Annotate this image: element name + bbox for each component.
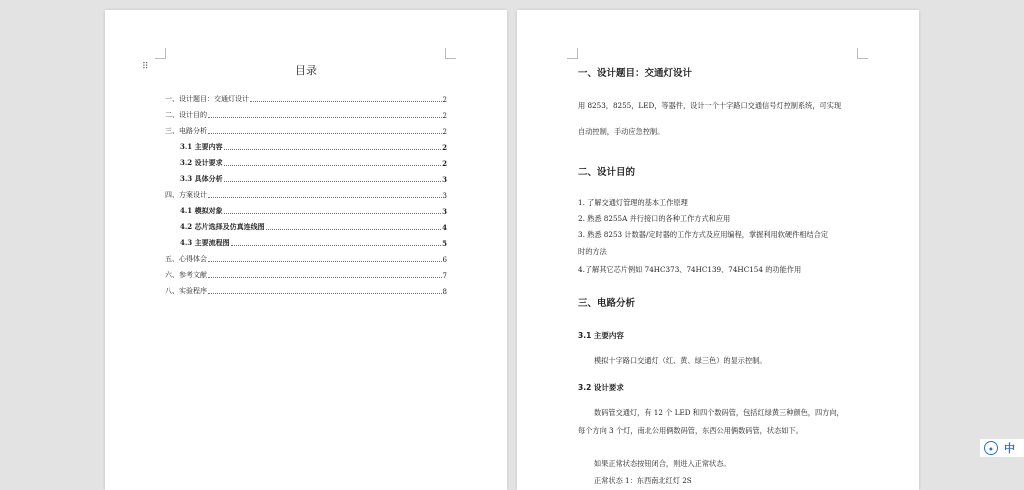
paragraph: 每个方向 3 个灯，南北公用俩数码管，东西公用俩数码管，状态如下。 [578,426,803,435]
toc-entry-label: 一、设计题目：交通灯设计 [165,95,249,103]
toc-leader [208,277,442,278]
paragraph: 数码管交通灯，有 12 个 LED 和四个数码管，包括红绿黄三种颜色，四方向， [594,408,844,417]
toc-entry-page: 2 [442,143,447,152]
toc-entry-label: 4.3 主要流程图 [180,238,230,247]
toc-entry[interactable] [165,268,447,280]
toc-leader [224,181,442,182]
toc-entry-label: 3.3 具体分析 [180,174,223,183]
list-item: 1. 了解交通灯管理的基本工作原理 [578,198,688,207]
drag-handle-icon[interactable]: ⠿ [142,62,149,72]
subheading-3-1: 3.1 主要内容 [578,331,624,340]
toc-entry-label: 三、电路分析 [165,127,207,135]
toc-leader [231,245,442,246]
list-item: 4.了解其它芯片例如 74HC373、74HC139、74HC154 的功能作用 [578,265,802,274]
ime-toolbar[interactable] [980,439,1024,457]
toc-entry-label: 4.2 芯片选择及仿真连线图 [180,222,265,231]
paragraph: 模拟十字路口交通灯（红、黄、绿三色）的显示控制。 [594,356,767,365]
toc-entry[interactable] [180,204,447,216]
toc-entry-page: 4 [442,223,447,232]
toc-entry[interactable] [165,284,447,296]
list-item: 3. 熟悉 8253 计数器/定时器的工作方式及应用编程，掌握利用软硬件相结合定 [578,230,829,239]
toc-entry-page: 5 [442,239,447,248]
toc-title: 目录 [295,64,317,77]
toc-entry-label: 四、方案设计 [165,191,207,199]
toc-entry-page: 6 [442,256,447,264]
toc-entry-page: 7 [442,272,447,280]
paragraph: 正常状态 1：东西南北红灯 2S [594,476,692,485]
list-item: 2. 熟悉 8255A 并行接口的各种工作方式和应用 [578,214,731,223]
toc-entry-page: 2 [442,96,447,104]
toc-entry-label: 六、参考文献 [165,271,207,279]
page-content [517,10,919,490]
toc-leader [250,101,442,102]
paragraph: 自动控制，手动应急控制。 [578,127,665,136]
margin-mark [857,48,868,59]
ime-logo-icon: ● [984,441,998,455]
toc-entry-page: 3 [442,192,447,200]
toc-leader [208,197,442,198]
toc-entry[interactable] [165,252,447,264]
toc-leader [208,261,442,262]
toc-entry[interactable] [180,236,447,248]
toc-leader [208,117,442,118]
toc-entry-label: 3.2 设计要求 [180,158,223,167]
heading-3: 三、电路分析 [578,298,636,309]
toc-leader [208,133,442,134]
toc-entry-page: 2 [442,128,447,136]
toc-entry-label: 二、设计目的 [165,111,207,119]
toc-entry[interactable] [165,188,447,200]
toc-entry[interactable] [165,124,447,136]
paragraph: 用 8253，8255，LED，等器件，设计一个十字路口交通信号灯控制系统，可实现 [578,101,842,110]
toc-leader [224,165,442,166]
toc-leader [224,149,442,150]
toc-leader [208,293,442,294]
subheading-3-2: 3.2 设计要求 [578,383,624,392]
toc-entry-page: 2 [442,159,447,168]
toc-entry-label: 3.1 主要内容 [180,142,223,151]
page-toc [105,10,507,490]
toc-entry[interactable] [180,172,447,184]
list-item: 时的方法 [578,247,607,256]
toc-entry-page: 2 [442,112,447,120]
toc-entry-label: 八、实验程序 [165,287,207,295]
toc-entry[interactable] [165,108,447,120]
margin-mark [567,48,578,59]
ime-language[interactable]: 中 [1004,442,1015,455]
toc-entry-label: 五、心得体会 [165,255,207,263]
margin-mark [445,48,456,59]
toc-entry[interactable] [180,156,447,168]
toc-entry-page: 3 [442,175,447,184]
toc-entry[interactable] [165,92,447,104]
toc-entry-page: 8 [442,288,447,296]
paragraph: 如果正常状态按钮闭合，则进入正常状态。 [594,459,731,468]
toc-entry[interactable] [180,220,447,232]
toc-entry[interactable] [180,140,447,152]
heading-1: 一、设计题目：交通灯设计 [578,68,693,79]
toc-entry-page: 3 [442,207,447,216]
margin-mark [155,48,166,59]
toc-entry-label: 4.1 模拟对象 [180,206,223,215]
toc-leader [224,213,442,214]
heading-2: 二、设计目的 [578,167,636,178]
toc-leader [266,229,442,230]
